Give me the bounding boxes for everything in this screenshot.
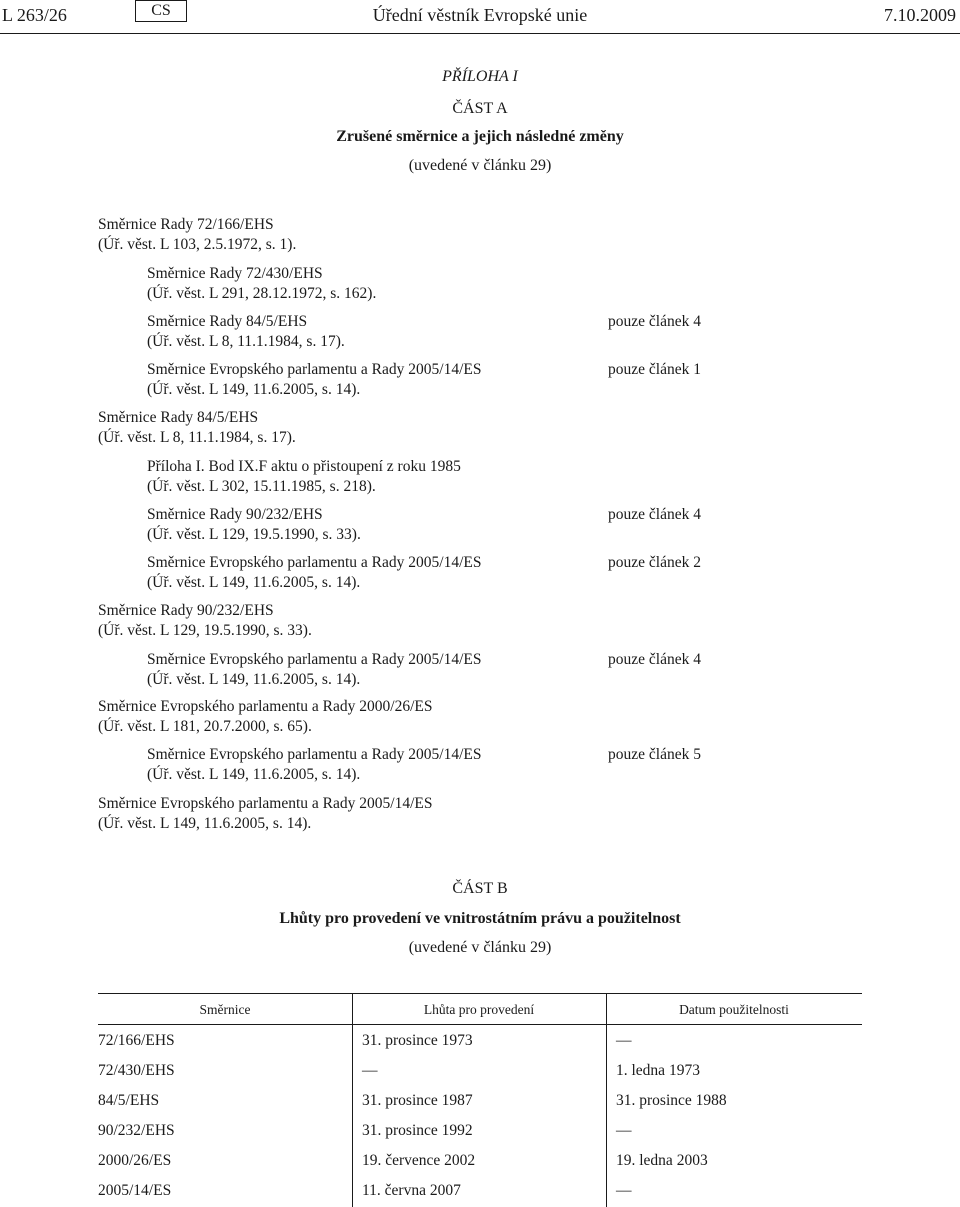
entry-note: pouze článek 4 (608, 313, 701, 330)
column-header: Datum použitelnosti (679, 1002, 789, 1017)
table-cell: — (616, 1032, 632, 1049)
publication-date: 7.10.2009 (884, 5, 956, 25)
entry-reference: (Úř. věst. L 8, 11.1.1984, s. 17). (147, 333, 345, 350)
part-a-subtitle: (uvedené v článku 29) (408, 157, 552, 174)
entry-reference: (Úř. věst. L 291, 28.12.1972, s. 162). (147, 285, 377, 302)
entry-reference: (Úř. věst. L 149, 11.6.2005, s. 14). (98, 815, 312, 832)
entry-note: pouze článek 2 (608, 554, 701, 571)
table-cell: — (616, 1122, 632, 1139)
entry-title: Směrnice Rady 84/5/EHS (147, 313, 308, 330)
column-divider (352, 993, 353, 1207)
table-cell: — (616, 1182, 632, 1199)
entry-reference: (Úř. věst. L 149, 11.6.2005, s. 14). (147, 381, 361, 398)
annex-title: PŘÍLOHA I (442, 68, 518, 85)
table-cell: 19. ledna 2003 (616, 1152, 708, 1169)
part-b-subtitle: (uvedené v článku 29) (408, 939, 552, 956)
entry-reference: (Úř. věst. L 129, 19.5.1990, s. 33). (98, 622, 312, 639)
table-cell: 2005/14/ES (98, 1182, 172, 1199)
entry-title: Směrnice Rady 84/5/EHS (98, 409, 259, 426)
table-cell: 90/232/EHS (98, 1122, 175, 1139)
table-cell: 11. června 2007 (362, 1182, 461, 1199)
table-cell: 31. prosince 1987 (362, 1092, 473, 1109)
journal-title: Úřední věstník Evropské unie (372, 5, 588, 25)
table-cell: 1. ledna 1973 (616, 1062, 700, 1079)
entry-note: pouze článek 4 (608, 651, 701, 668)
entry-reference: (Úř. věst. L 129, 19.5.1990, s. 33). (147, 526, 361, 543)
entry-title: Směrnice Rady 90/232/EHS (98, 602, 274, 619)
column-divider (606, 993, 607, 1207)
entry-title: Směrnice Rady 90/232/EHS (147, 506, 323, 523)
table-cell: 2000/26/ES (98, 1152, 172, 1169)
entry-title: Směrnice Rady 72/166/EHS (98, 216, 274, 233)
entry-reference: (Úř. věst. L 181, 20.7.2000, s. 65). (98, 718, 312, 735)
column-header: Směrnice (199, 1002, 251, 1017)
entry-title: Směrnice Evropského parlamentu a Rady 2005/14/ES (147, 746, 482, 763)
language-badge: CS (135, 0, 187, 22)
part-a-heading: Zrušené směrnice a jejich následné změny (336, 128, 624, 145)
entry-reference: (Úř. věst. L 149, 11.6.2005, s. 14). (147, 671, 361, 688)
table-header-rule (98, 1024, 862, 1025)
column-header: Lhůta pro provedení (423, 1002, 535, 1017)
entry-note: pouze článek 5 (608, 746, 701, 763)
entry-title: Příloha I. Bod IX.F aktu o přistoupení z roku 1985 (147, 458, 461, 475)
entry-title: Směrnice Evropského parlamentu a Rady 2005/14/ES (98, 795, 433, 812)
entry-title: Směrnice Evropského parlamentu a Rady 2005/14/ES (147, 361, 482, 378)
part-b-title: ČÁST B (452, 880, 508, 897)
entry-title: Směrnice Evropského parlamentu a Rady 2005/14/ES (147, 651, 482, 668)
table-cell: 31. prosince 1973 (362, 1032, 473, 1049)
part-b-heading: Lhůty pro provedení ve vnitrostátním právu a použitelnost (279, 910, 681, 927)
table-cell: 19. července 2002 (362, 1152, 476, 1169)
entry-note: pouze článek 1 (608, 361, 701, 378)
page-ref: L 263/26 (2, 5, 67, 25)
table-cell: 84/5/EHS (98, 1092, 160, 1109)
entry-reference: (Úř. věst. L 8, 11.1.1984, s. 17). (98, 429, 296, 446)
table-cell: 31. prosince 1992 (362, 1122, 473, 1139)
table-top-rule (98, 993, 862, 994)
entry-reference: (Úř. věst. L 302, 15.11.1985, s. 218). (147, 478, 376, 495)
table-cell: 31. prosince 1988 (616, 1092, 727, 1109)
table-cell: — (362, 1062, 378, 1079)
entry-reference: (Úř. věst. L 149, 11.6.2005, s. 14). (147, 574, 361, 591)
entry-note: pouze článek 4 (608, 506, 701, 523)
table-cell: 72/166/EHS (98, 1032, 175, 1049)
header-divider (0, 33, 960, 34)
entry-title: Směrnice Rady 72/430/EHS (147, 265, 323, 282)
entry-reference: (Úř. věst. L 149, 11.6.2005, s. 14). (147, 766, 361, 783)
part-a-title: ČÁST A (452, 100, 508, 117)
table-cell: 72/430/EHS (98, 1062, 175, 1079)
entry-reference: (Úř. věst. L 103, 2.5.1972, s. 1). (98, 236, 297, 253)
entry-title: Směrnice Evropského parlamentu a Rady 2005/14/ES (147, 554, 482, 571)
entry-title: Směrnice Evropského parlamentu a Rady 2000/26/ES (98, 698, 433, 715)
